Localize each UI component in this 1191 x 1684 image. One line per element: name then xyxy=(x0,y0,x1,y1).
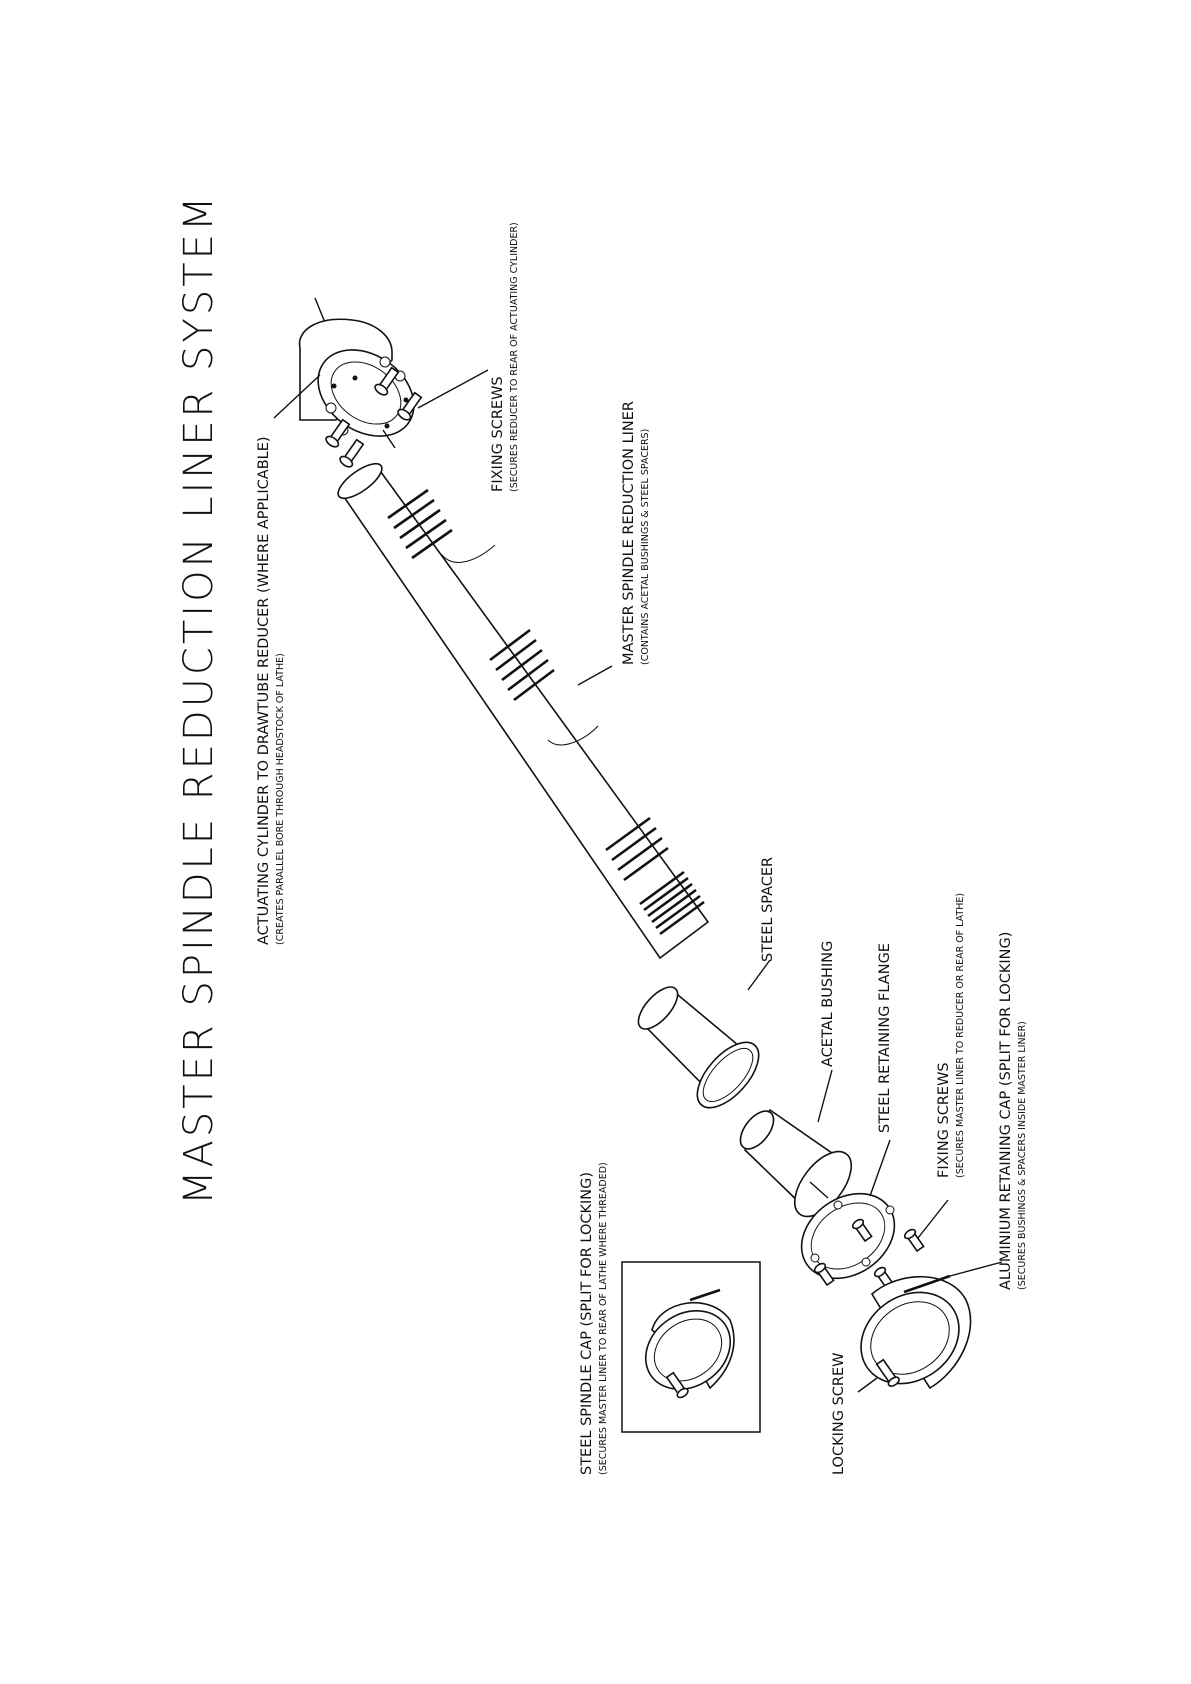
label-actuating-cylinder xyxy=(256,436,286,945)
label-locking-screw xyxy=(831,1353,847,1475)
label-sub: (SECURES BUSHINGS & SPACERS INSIDE MASTER LINER) xyxy=(1017,1021,1028,1290)
label-sub: (SECURES MASTER LINER TO REDUCER OR REAR OF LATHE) xyxy=(955,892,966,1178)
label-aluminium-cap xyxy=(998,932,1028,1290)
label-main: ALUMINIUM RETAINING CAP (SPLIT FOR LOCKING) xyxy=(998,931,1014,1290)
actuating-cylinder-reducer xyxy=(274,298,430,454)
master-liner xyxy=(333,458,708,958)
label-master-liner xyxy=(621,401,651,665)
label-main: LOCKING SCREW xyxy=(831,1352,847,1475)
label-main: FIXING SCREWS xyxy=(936,1062,952,1178)
label-sub: (SECURES MASTER LINER TO REAR OF LATHE WHERE THREADED) xyxy=(598,1162,609,1475)
label-fixing-screws-top xyxy=(490,222,520,492)
spindle-cap-inset xyxy=(622,1262,760,1432)
label-spindle-cap xyxy=(579,1162,609,1475)
aluminium-retaining-cap xyxy=(843,1262,1002,1402)
label-sub: (SECURES REDUCER TO REAR OF ACTUATING CYLINDER) xyxy=(509,222,520,492)
steel-spacer xyxy=(632,960,770,1118)
label-main: STEEL SPINDLE CAP (SPLIT FOR LOCKING) xyxy=(579,1171,595,1475)
label-main: FIXING SCREWS xyxy=(490,376,506,492)
label-sub: (CONTAINS ACETAL BUSHINGS & STEEL SPACERS) xyxy=(640,428,651,665)
drawing-title: MASTER SPINDLE REDUCTION LINER SYSTEM xyxy=(176,193,222,1205)
label-main: STEEL SPACER xyxy=(760,856,776,962)
label-main: MASTER SPINDLE REDUCTION LINER xyxy=(621,400,637,665)
label-steel-spacer xyxy=(760,857,776,962)
label-main: ACETAL BUSHING xyxy=(820,940,836,1067)
label-acetal-bushing xyxy=(820,941,836,1067)
label-sub: (CREATES PARALLEL BORE THROUGH HEADSTOCK OF LATHE) xyxy=(275,653,286,945)
label-main: ACTUATING CYLINDER TO DRAWTUBE REDUCER (WHERE APPLICABLE) xyxy=(256,436,272,945)
label-fixing-screws-bottom xyxy=(936,893,966,1178)
label-main: STEEL RETAINING FLANGE xyxy=(877,943,893,1133)
label-retaining-flange xyxy=(877,943,893,1133)
